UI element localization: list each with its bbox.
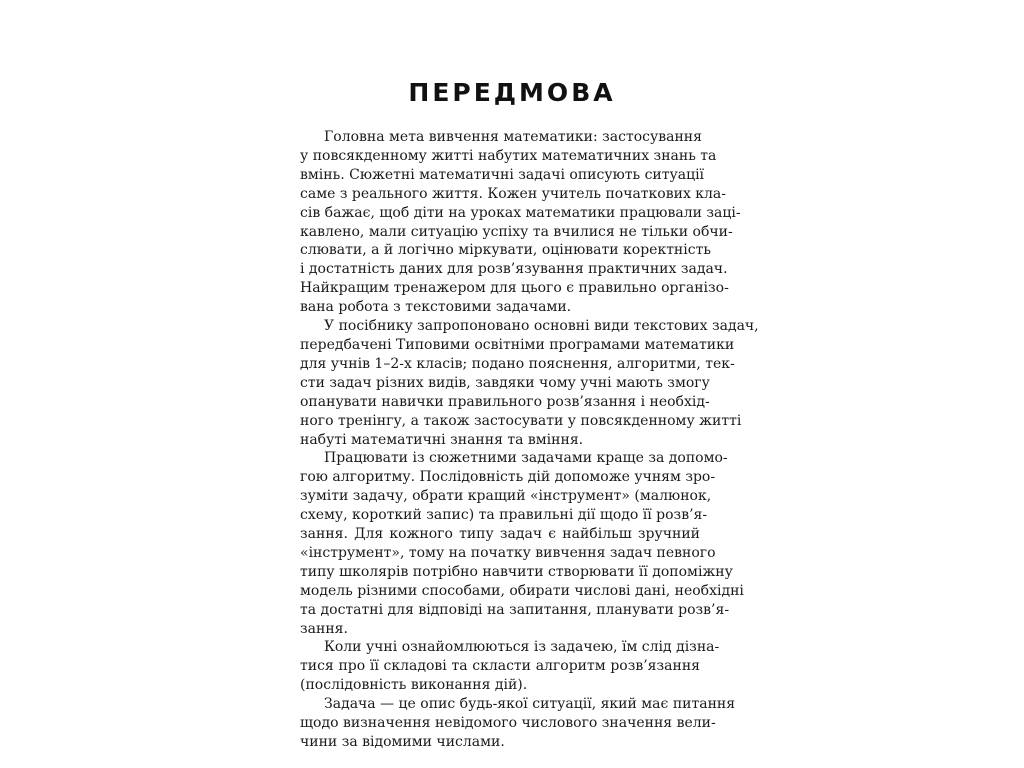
text-line: сів бажає, щоб діти на уроках математики працювали заці- bbox=[300, 204, 741, 221]
text-line: Головна мета вивчення математики: застосування bbox=[324, 129, 702, 145]
text-line: типу школярів потрібно навчити створювати її допоміжну bbox=[300, 563, 733, 580]
text-line: передбачені Типовими освітніми програмами математики bbox=[300, 336, 735, 353]
text-line: (послідовність виконання дій). bbox=[300, 677, 528, 694]
text-line: тися про її складові та скласти алгоритм розв’язання bbox=[300, 658, 700, 675]
preface-body bbox=[300, 128, 759, 752]
text-line: зання. bbox=[300, 620, 348, 637]
text-line: модель різними способами, обирати числові дані, необхідні bbox=[300, 582, 744, 599]
paragraph-1 bbox=[300, 128, 741, 317]
text-line: кавлено, мали ситуацію успіху та вчилися не тільки обчи- bbox=[300, 223, 733, 240]
text-line: зання. Для кожного типу задач є найбільш зручний bbox=[300, 526, 700, 543]
text-line: чини за відомими числами. bbox=[300, 734, 505, 750]
text-line: саме з реального життя. Кожен учитель початкових кла- bbox=[300, 185, 727, 202]
text-line: Коли учні ознайомлюються із задачею, їм слід дізна- bbox=[324, 639, 720, 656]
text-line: у повсякденному житті набутих математичних знань та bbox=[300, 147, 717, 164]
text-line: вмінь. Сюжетні математичні задачі описують ситуації bbox=[300, 166, 705, 183]
text-line: У посібнику запропоновано основні види текстових задач, bbox=[324, 318, 759, 335]
text-line: вана робота з текстовими задачами. bbox=[300, 299, 572, 316]
text-line: та достатні для відповіді на запитання, планувати розв’я- bbox=[300, 601, 730, 618]
paragraph-3 bbox=[300, 449, 744, 638]
text-line: ного тренінгу, а також застосувати у повсякденному житті bbox=[300, 412, 742, 429]
text-line: Найкращим тренажером для цього є правильно організо- bbox=[300, 280, 729, 297]
page-title: ПЕРЕДМОВА bbox=[408, 78, 616, 107]
paragraph-5 bbox=[300, 695, 736, 752]
text-line: зуміти задачу, обрати кращий «інструмент» (малюнок, bbox=[300, 488, 712, 505]
text-line: опанувати навички правильного розв’язання і необхід- bbox=[300, 393, 710, 410]
text-line: набуті математичні знання та вміння. bbox=[300, 431, 584, 448]
text-line: для учнів 1–2-х класів; подано пояснення, алгоритми, тек- bbox=[300, 355, 735, 372]
text-line: і достатність даних для розв’язування практичних задач. bbox=[300, 261, 728, 278]
text-line: гою алгоритму. Послідовність дій допоможе учням зро- bbox=[300, 469, 716, 486]
text-line: Задача — це опис будь-якої ситуації, який має питання bbox=[324, 696, 736, 713]
text-line: «інструмент», тому на початку вивчення задач певного bbox=[300, 544, 716, 561]
paragraph-4 bbox=[300, 638, 720, 695]
paragraph-2 bbox=[300, 317, 759, 449]
text-line: схему, короткий запис) та правильні дії щодо її розв’я- bbox=[300, 507, 708, 524]
text-line: Працювати із сюжетними задачами краще за допомо- bbox=[324, 450, 728, 467]
text-line: щодо визначення невідомого числового значення вели- bbox=[300, 715, 716, 732]
text-line: сти задач різних видів, завдяки чому учні мають змогу bbox=[300, 374, 710, 391]
text-line: слювати, а й логічно міркувати, оцінювати коректність bbox=[300, 242, 711, 259]
